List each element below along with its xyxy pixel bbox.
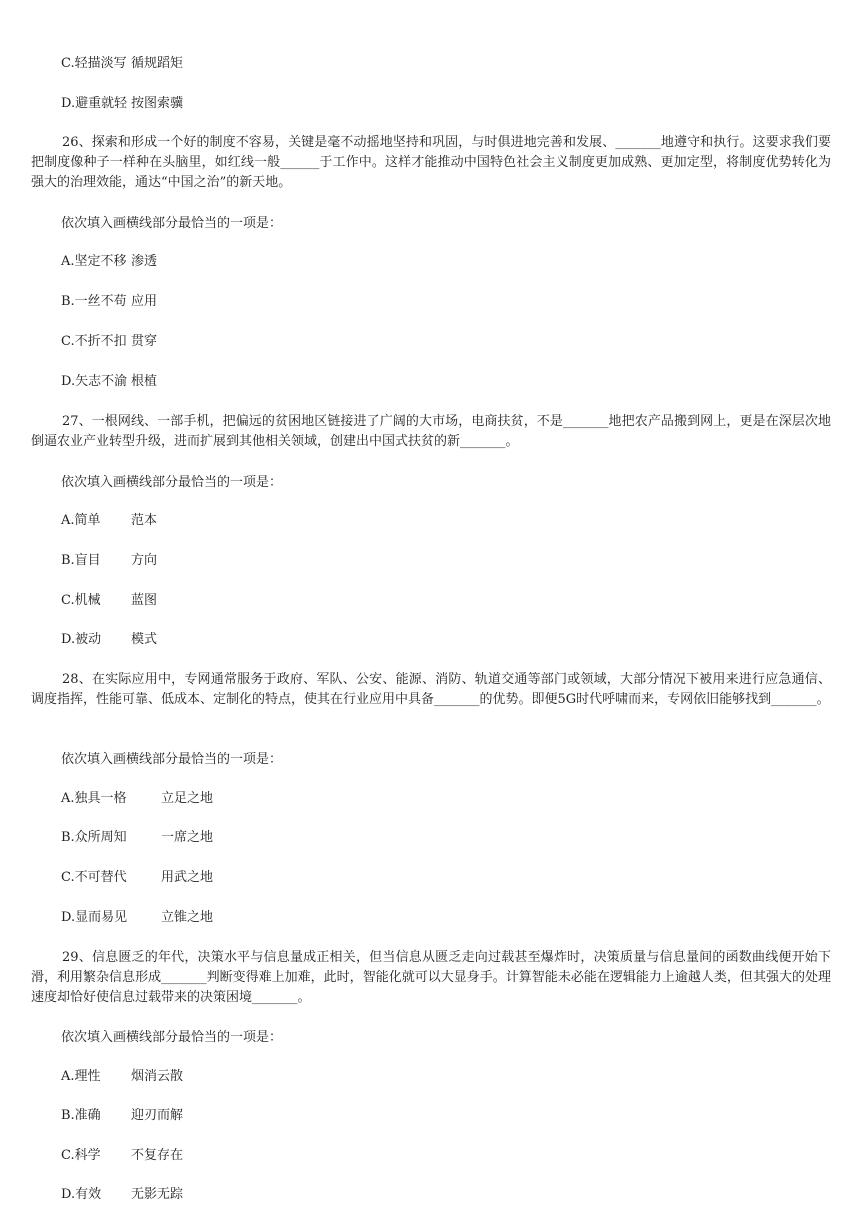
option-answer: 立锥之地 (161, 910, 214, 925)
option-answer: 一席之地 (161, 830, 214, 845)
option-answer: 应用 (131, 294, 158, 309)
question-28-option-a (61, 790, 213, 808)
question-29-option-c (61, 1147, 183, 1165)
option-letter: B.众所周知 (61, 830, 127, 845)
question-26-option-d (61, 373, 157, 391)
option-letter: D.被动 (61, 632, 102, 647)
question-26-option-a (61, 253, 157, 271)
option-letter: A.独具一格 (61, 791, 127, 806)
option-c (61, 55, 183, 73)
option-answer: 贯穿 (131, 334, 158, 349)
question-29-option-d (61, 1186, 183, 1204)
option-letter: A.理性 (61, 1069, 101, 1084)
option-letter: B.盲目 (61, 553, 101, 568)
option-answer: 用武之地 (161, 870, 214, 885)
option-answer: 蓝图 (131, 593, 158, 608)
option-letter: B.一丝不苟 (61, 294, 127, 309)
option-letter: D.显而易见 (61, 910, 128, 925)
question-26-prompt: 依次填入画横线部分最恰当的一项是： (61, 216, 283, 231)
option-answer: 按图索骥 (131, 96, 184, 111)
question-28-option-b (61, 829, 213, 847)
option-answer: 烟消云散 (131, 1069, 184, 1084)
question-29-option-a (61, 1068, 183, 1086)
option-answer: 迎刃而解 (131, 1108, 184, 1123)
question-27-option-c (61, 592, 157, 610)
question-27-prompt: 依次填入画横线部分最恰当的一项是： (61, 475, 283, 490)
question-26-option-c (61, 333, 157, 351)
option-d (61, 95, 183, 113)
question-27-stem: 27、一根网线、一部手机，把偏远的贫困地区链接进了广阔的大市场，电商扶贫，不是_______地把农产品搬到网上，更是在深层次地倒逼农业产业转型升级，进而扩展到其他相关领域，创建出中国式扶贫的新_______。 (31, 414, 831, 449)
option-letter: C.轻描淡写 (61, 56, 127, 71)
option-letter: C.机械 (61, 593, 101, 608)
option-letter: B.准确 (61, 1108, 101, 1123)
question-28-prompt: 依次填入画横线部分最恰当的一项是： (61, 752, 283, 767)
option-letter: D.矢志不渝 (61, 374, 128, 389)
question-29-prompt: 依次填入画横线部分最恰当的一项是： (61, 1030, 283, 1045)
option-letter: A.坚定不移 (61, 254, 127, 269)
option-answer: 渗透 (131, 254, 158, 269)
question-26-stem: 26、探索和形成一个好的制度不容易，关键是毫不动摇地坚持和巩固，与时俱进地完善和发展、_______地遵守和执行。这要求我们要把制度像种子一样种在头脑里，如红线一般______于工作中。这样才能推动中国特色社会主义制度更加成熟、更加定型，将制度优势转化为强大的治理效能，通达“中国之治”的新天地。 (31, 135, 831, 190)
option-answer: 模式 (131, 632, 158, 647)
question-29-stem: 29、信息匮乏的年代，决策水平与信息量成正相关，但当信息从匮乏走向过载甚至爆炸时，决策质量与信息量间的函数曲线便开始下滑，利用繁杂信息形成_______判断变得难上加难，此时，智能化就可以大显身手。计算智能未必能在逻辑能力上逾越人类，但其强大的处理速度却恰好使信息过载带来的决策困境_______。 (31, 950, 831, 1005)
question-27-option-d (61, 631, 157, 649)
option-answer: 立足之地 (161, 791, 214, 806)
option-letter: D.避重就轻 (61, 96, 128, 111)
option-letter: C.不折不扣 (61, 334, 127, 349)
question-28-option-c (61, 869, 213, 887)
question-28-option-d (61, 909, 213, 927)
option-answer: 不复存在 (131, 1148, 184, 1163)
option-letter: C.不可替代 (61, 870, 127, 885)
option-letter: A.简单 (61, 513, 101, 528)
option-answer: 无影无踪 (131, 1187, 184, 1202)
option-letter: C.科学 (61, 1148, 101, 1163)
question-27-option-b (61, 552, 157, 570)
option-letter: D.有效 (61, 1187, 102, 1202)
option-answer: 范本 (131, 513, 158, 528)
question-27-option-a (61, 512, 157, 530)
question-28-stem: 28、在实际应用中，专网通常服务于政府、军队、公安、能源、消防、轨道交通等部门或领域，大部分情况下被用来进行应急通信、调度指挥，性能可靠、低成本、定制化的特点，使其在行业应用中具备_______的优势。即便5G时代呼啸而来，专网依旧能够找到_______。 (31, 672, 831, 707)
option-answer: 方向 (131, 553, 158, 568)
option-answer: 根植 (131, 374, 158, 389)
question-29-option-b (61, 1107, 183, 1125)
option-answer: 循规蹈矩 (131, 56, 184, 71)
question-26-option-b (61, 293, 157, 311)
